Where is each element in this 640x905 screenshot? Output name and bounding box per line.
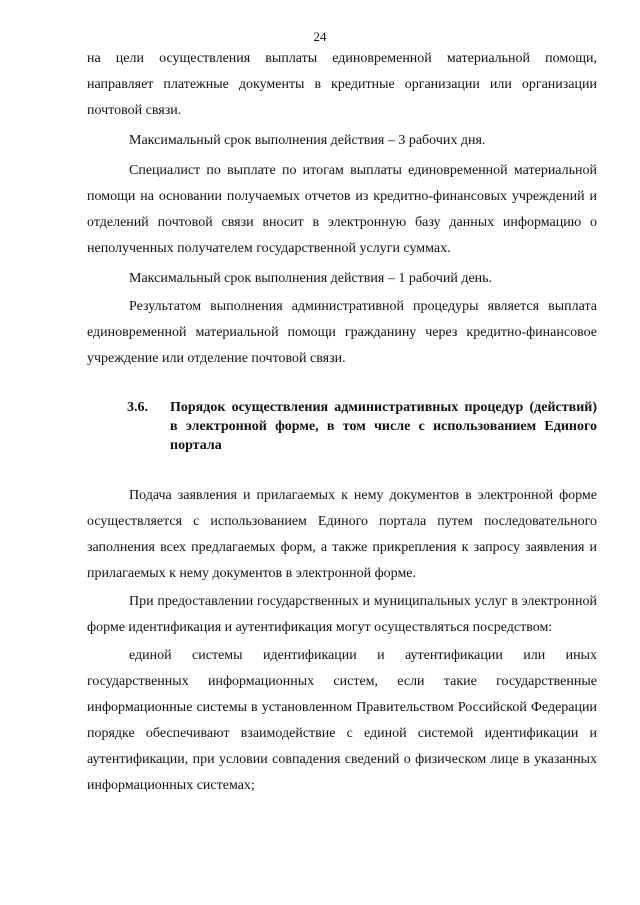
section-number: 3.6.: [127, 400, 148, 415]
document-body: [87, 46, 597, 799]
paragraph-application: Подача заявления и прилагаемых к нему документов в электронной форме осуществляется с использованием Единого портала путем последовательного заполнения всех предлагаемых форм, а также прикрепления к запросу заявления и прилагаемых к нему документов в электронной форме.: [87, 488, 597, 581]
paragraph-result: Результатом выполнения административной процедуры является выплата единовременной материальной помощи гражданину через кредитно-финансовое учреждение или отделение почтовой связи.: [87, 299, 597, 366]
page-number: 24: [313, 29, 327, 44]
paragraph-specialist: Специалист по выплате по итогам выплаты единовременной материальной помощи на основании получаемых отчетов из кредитно-финансовых учреждений и отделений почтовой связи вносит в электронную базу данных информацию о неполученных получателем государственной услуги суммах.: [87, 163, 597, 256]
paragraph-deadline-1: Максимальный срок выполнения действия – 3 рабочих дня.: [129, 133, 486, 148]
section-title: Порядок осуществления административных процедур (действий) в электронной форме, в том числе с использованием Единого портала: [170, 400, 597, 453]
section-heading: [127, 398, 597, 455]
paragraph-identification: При предоставлении государственных и муниципальных услуг в электронной форме идентификация и аутентификация могут осуществляться посредством:: [87, 594, 597, 635]
paragraph-continuation: на цели осуществления выплаты единовременной материальной помощи, направляет платежные документы в кредитные организации или организации почтовой связи.: [87, 51, 597, 118]
paragraph-esia: единой системы идентификации и аутентификации или иных государственных информационных систем, если такие государственные информационные системы в установленном Правительством Российской Федерации порядке обеспечивают взаимодействие с единой системой идентификации и аутентификации, при условии совпадения сведений о физическом лице в указанных информационных системах;: [87, 648, 597, 793]
paragraph-deadline-2: Максимальный срок выполнения действия – 1 рабочий день.: [129, 271, 493, 286]
